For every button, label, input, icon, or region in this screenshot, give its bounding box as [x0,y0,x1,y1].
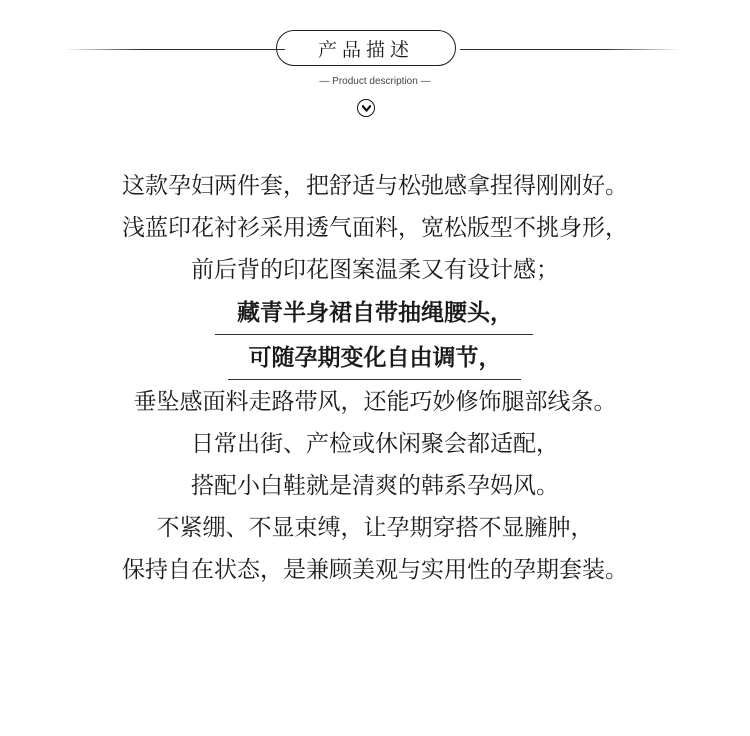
description-line: 前后背的印花图案温柔又有设计感； [191,257,559,283]
section-subtitle: — Product description — [319,76,431,87]
header-divider-left [65,49,285,50]
highlight-line-wrapper [0,291,750,336]
highlight-line: 可随孕期变化自由调节， [248,345,502,371]
section-header [0,30,750,70]
highlight-line-wrapper [0,336,750,381]
highlight-underline [228,379,521,380]
description-line: 保持自在状态，是兼顾美观与实用性的孕期套装。 [122,557,628,583]
highlight-underline [215,334,533,335]
description-line: 不紧绷、不显束缚，让孕期穿搭不显臃肿， [156,515,594,541]
header-divider-right [460,49,680,50]
description-line: 日常出街、产检或休闲聚会都适配， [191,431,559,457]
description-line: 这款孕妇两件套，把舒适与松弛感拿捏得刚刚好。 [122,173,628,199]
section-title: 产品描述 [276,30,456,66]
highlight-line: 藏青半身裙自带抽绳腰头， [237,300,513,326]
description-line: 垂坠感面料走路带风，还能巧妙修饰腿部线条。 [133,389,617,415]
description-line: 浅蓝印花衬衫采用透气面料，宽松版型不挑身形， [122,215,628,241]
chevron-down-circle-icon [357,99,375,117]
description-line: 搭配小白鞋就是清爽的韩系孕妈风。 [191,473,559,499]
product-description [0,165,750,591]
